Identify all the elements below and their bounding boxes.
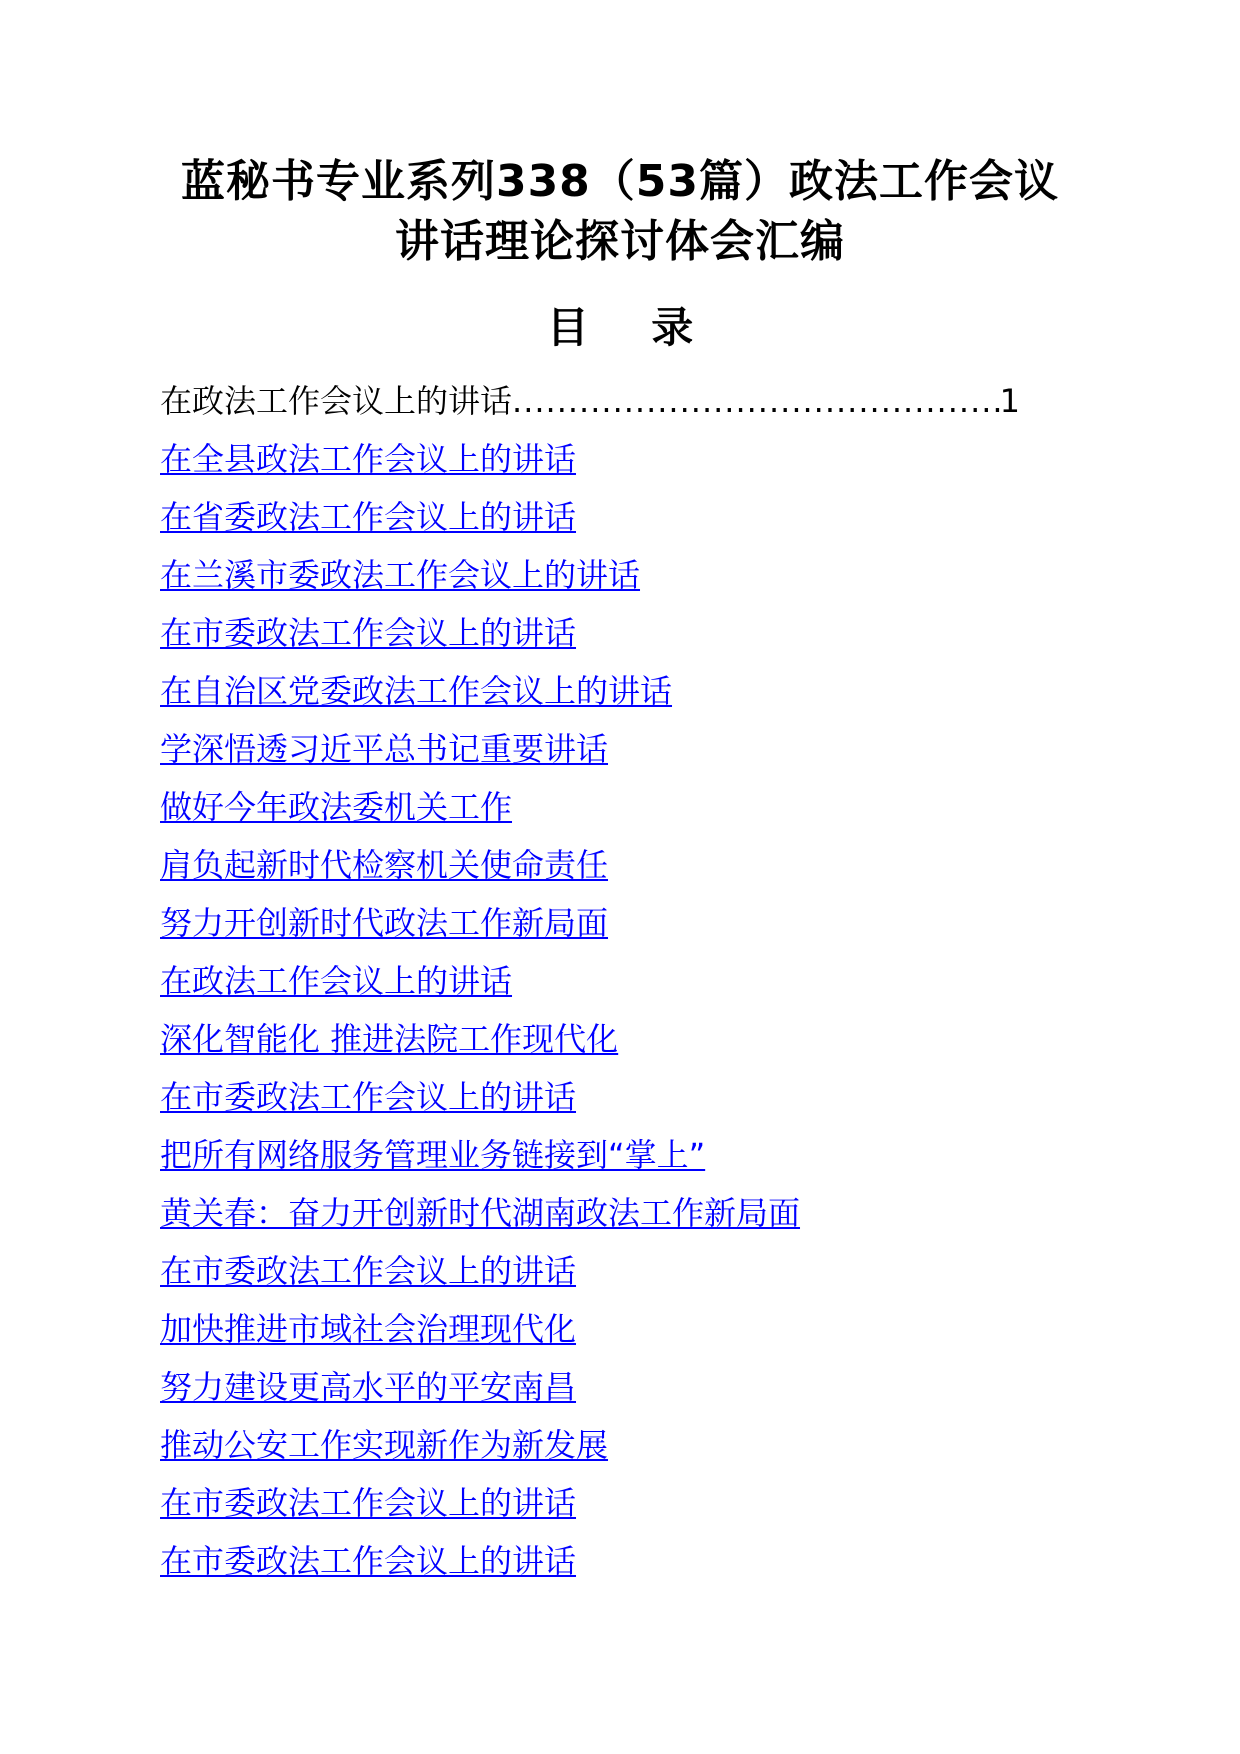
toc-link[interactable]: 在兰溪市委政法工作会议上的讲话 — [160, 556, 641, 594]
toc-entry — [160, 1068, 1020, 1126]
toc-link[interactable]: 肩负起新时代检察机关使命责任 — [160, 846, 609, 884]
toc-link[interactable]: 在全县政法工作会议上的讲话 — [160, 440, 577, 478]
toc-entry — [160, 1358, 1020, 1416]
toc-link[interactable]: 推动公安工作实现新作为新发展 — [160, 1426, 609, 1464]
toc-link[interactable]: 在市委政法工作会议上的讲话 — [160, 1542, 577, 1580]
toc-link[interactable]: 在市委政法工作会议上的讲话 — [160, 1078, 577, 1116]
document-title-line-1: 蓝秘书专业系列338（53篇）政法工作会议 — [180, 156, 1060, 207]
toc-link[interactable]: 深化智能化 推进法院工作现代化 — [160, 1020, 619, 1058]
toc-entry — [160, 1126, 1020, 1184]
document-title-line-2: 讲话理论探讨体会汇编 — [395, 216, 845, 267]
toc-entry — [160, 488, 1020, 546]
toc-link[interactable]: 做好今年政法委机关工作 — [160, 788, 513, 826]
toc-entry — [160, 1532, 1020, 1590]
toc-entry — [160, 1474, 1020, 1532]
toc-link[interactable]: 努力建设更高水平的平安南昌 — [160, 1368, 577, 1406]
toc-link[interactable]: 在市委政法工作会议上的讲话 — [160, 1252, 577, 1290]
toc-entry — [160, 546, 1020, 604]
toc-entry — [160, 894, 1020, 952]
toc-link[interactable]: 在自治区党委政法工作会议上的讲话 — [160, 672, 673, 710]
toc-link[interactable]: 学深悟透习近平总书记重要讲话 — [160, 730, 609, 768]
toc-link[interactable]: 努力开创新时代政法工作新局面 — [160, 904, 609, 942]
toc-dot-leader — [512, 372, 1000, 430]
toc-entry — [160, 1184, 1020, 1242]
toc-entry — [160, 1416, 1020, 1474]
toc-heading: 目 录 — [546, 303, 718, 352]
toc-entry — [160, 430, 1020, 488]
toc-link[interactable]: 在省委政法工作会议上的讲话 — [160, 498, 577, 536]
toc-entry — [160, 1242, 1020, 1300]
toc-link[interactable]: 在市委政法工作会议上的讲话 — [160, 1484, 577, 1522]
toc-entry — [160, 720, 1020, 778]
toc-entry — [160, 952, 1020, 1010]
toc-entry — [160, 662, 1020, 720]
toc-entry — [160, 1010, 1020, 1068]
toc-entry — [160, 836, 1020, 894]
table-of-contents — [160, 372, 1020, 1590]
toc-entry-first[interactable] — [160, 372, 1020, 430]
toc-entry — [160, 604, 1020, 662]
toc-entry-text: 在政法工作会议上的讲话 — [160, 382, 513, 420]
toc-link[interactable]: 在市委政法工作会议上的讲话 — [160, 614, 577, 652]
toc-link[interactable]: 黄关春：奋力开创新时代湖南政法工作新局面 — [160, 1194, 801, 1232]
toc-link[interactable]: 在政法工作会议上的讲话 — [160, 962, 513, 1000]
toc-link[interactable]: 把所有网络服务管理业务链接到“掌上” — [160, 1136, 706, 1174]
toc-entry — [160, 1300, 1020, 1358]
toc-link[interactable]: 加快推进市域社会治理现代化 — [160, 1310, 577, 1348]
toc-page-number: 1 — [999, 382, 1020, 420]
toc-entry — [160, 778, 1020, 836]
